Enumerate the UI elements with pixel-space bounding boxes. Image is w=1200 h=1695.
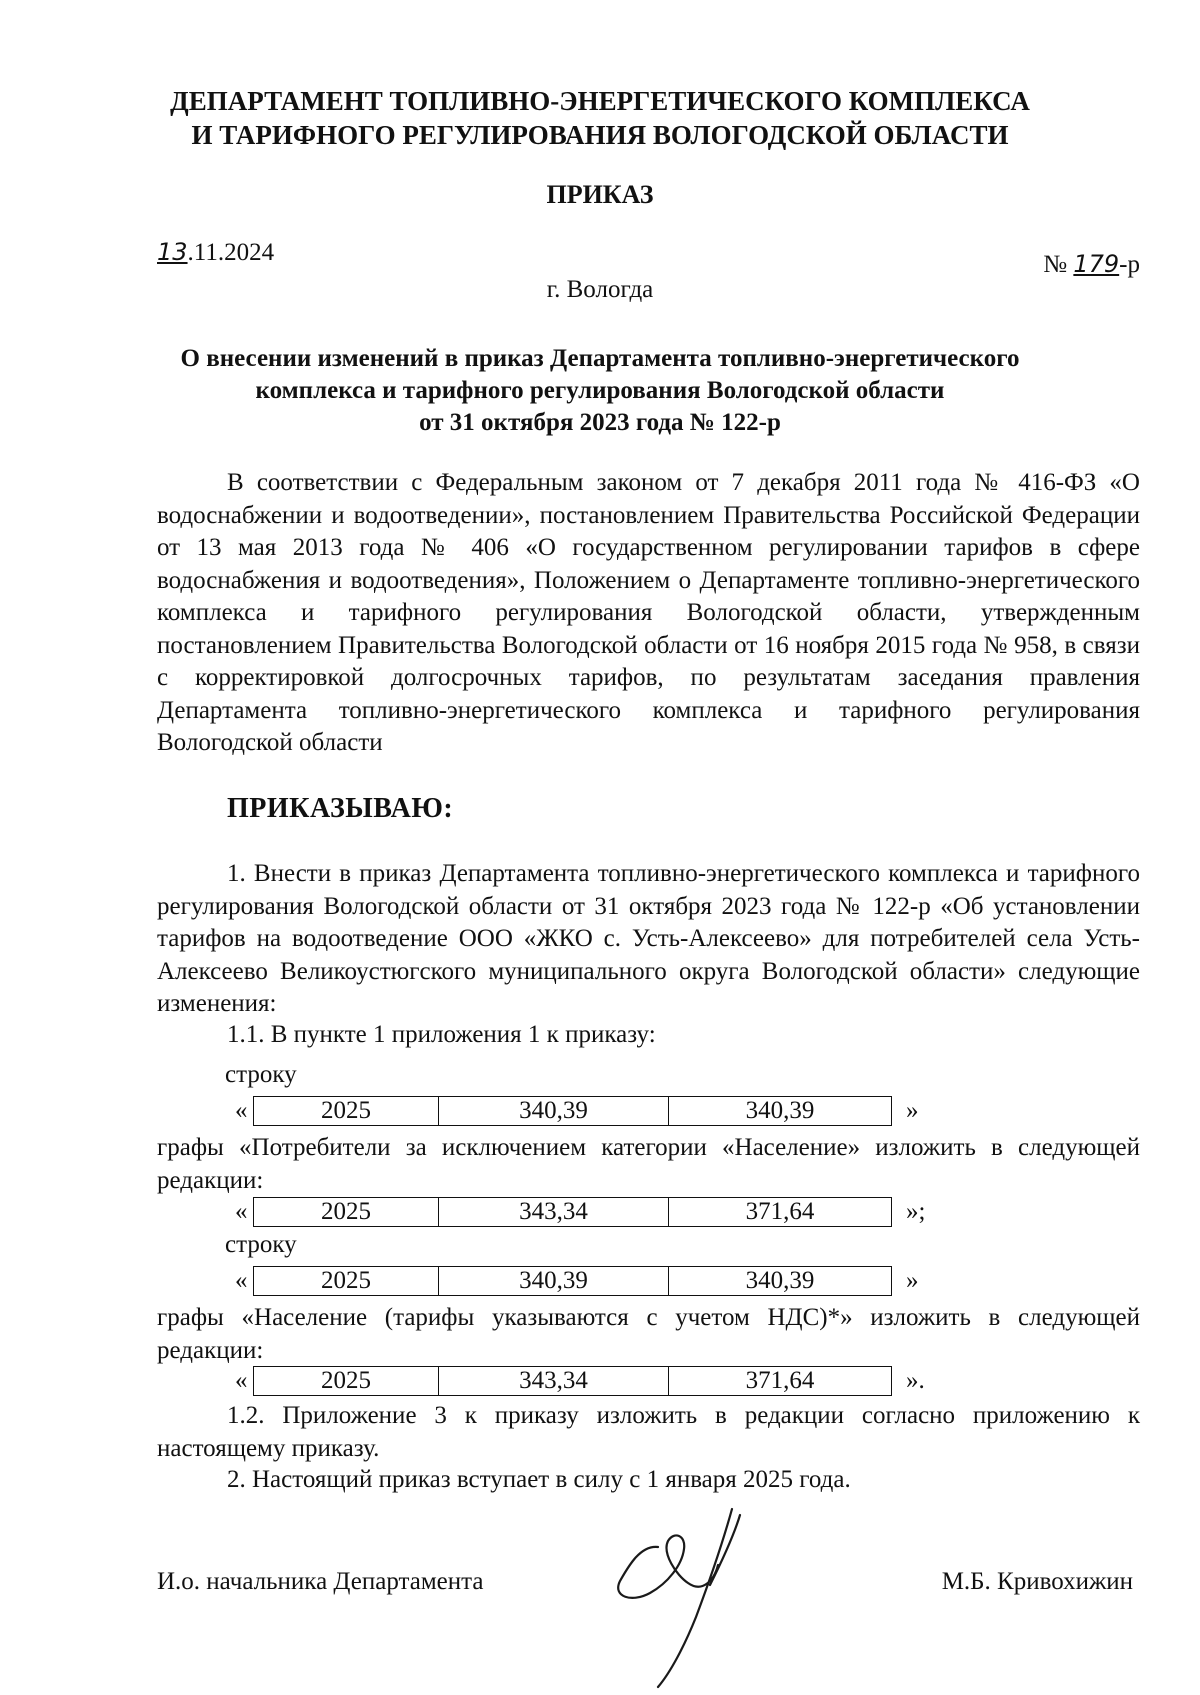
tariff-cell-1: 340,39 [439,1097,669,1126]
item-1-paragraph: 1. Внести в приказ Департамента топливно-энергетического комплекса и тарифного регулирования Вологодской области от 31 октября 2023 года № 122-р «Об установлении тарифов на водоотведение ООО «ЖКО с. Усть-Алексеево» для потребителей села Усть-Алексеево Великоустюгского муниципального округа Вологодской области» следующие изменения: [157,860,1140,1017]
close-quote: » [906,1097,919,1124]
tariff-cell-2: 340,39 [669,1097,892,1126]
signatory-name: М.Б. Кривохижин [941,1568,1133,1595]
open-quote: « [235,1367,248,1394]
organization-line-2: И ТАРИФНОГО РЕГУЛИРОВАНИЯ ВОЛОГОДСКОЙ ОБЛАСТИ [191,120,1009,150]
tariff-table [253,1266,892,1296]
row-label-1: строку [225,1061,297,1088]
orders-heading: ПРИКАЗЫВАЮ: [227,793,454,824]
subject-line-3: от 31 октября 2023 года № 122-р [419,409,781,436]
item-1-2-paragraph: 1.2. Приложение 3 к приказу изложить в редакции согласно приложению к настоящему приказу. [157,1402,1140,1462]
graph-1-paragraph: графы «Потребители за исключением категории «Население» изложить в следующей редакции: [157,1134,1140,1194]
number-suffix: -р [1119,251,1140,278]
document-subject [0,343,1200,439]
close-quote: ». [906,1367,925,1394]
open-quote: « [235,1267,248,1294]
tariff-row-old-2 [235,1266,1115,1296]
signatory-position: И.о. начальника Департамента [157,1568,484,1595]
tariff-table [253,1197,892,1227]
preamble-paragraph: В соответствии с Федеральным законом от 7 декабря 2011 года № 416-ФЗ «О водоснабжении и водоотведении», постановлением Правительства Российской Федерации от 13 мая 2013 года № 406 «О государственном регулировании тарифов в сфере водоснабжения и водоотведения», Положением о Департаменте топливно-энергетического комплекса и тарифного регулирования Вологодской области, утвержденным постановлением Правительства Вологодской области от 16 ноября 2015 года № 958, в связи с корректировкой долгосрочных тарифов, по результатам заседания правления Департамента топливно-энергетического комплекса и тарифного регулирования Вологодской области [157,469,1140,756]
number-sign: № [1043,251,1068,278]
year-cell: 2025 [254,1097,439,1126]
close-quote: »; [906,1198,926,1225]
item-2: 2. Настоящий приказ вступает в силу с 1 января 2025 года. [227,1466,851,1493]
open-quote: « [235,1198,248,1225]
tariff-table [253,1096,892,1126]
document-date [157,238,274,267]
organization-name [0,84,1200,152]
year-cell: 2025 [254,1367,439,1396]
tariff-cell-2: 340,39 [669,1267,892,1296]
tariff-table [253,1366,892,1396]
year-cell: 2025 [254,1267,439,1296]
handwritten-signature [610,1505,790,1690]
subject-line-1: О внесении изменений в приказ Департамента топливно-энергетического [180,345,1020,372]
document-number [1043,250,1140,279]
tariff-row-new-1 [235,1197,1115,1227]
tariff-cell-1: 343,34 [439,1367,669,1396]
tariff-row-old-1 [235,1096,1115,1126]
handwritten-number: 179 [1073,250,1120,278]
date-month-year: .11.2024 [187,239,275,266]
tariff-cell-1: 343,34 [439,1198,669,1227]
tariff-row-new-2 [235,1366,1115,1396]
tariff-cell-1: 340,39 [439,1267,669,1296]
close-quote: » [906,1267,919,1294]
year-cell: 2025 [254,1198,439,1227]
handwritten-day: 13 [157,238,188,266]
row-label-2: строку [225,1231,297,1258]
subject-line-2: комплекса и тарифного регулирования Вологодской области [255,377,945,404]
open-quote: « [235,1097,248,1124]
tariff-cell-2: 371,64 [669,1198,892,1227]
tariff-cell-2: 371,64 [669,1367,892,1396]
item-1-1: 1.1. В пункте 1 приложения 1 к приказу: [227,1021,656,1048]
document-type: ПРИКАЗ [546,180,654,209]
city: г. Вологда [546,276,654,303]
graph-2-paragraph: графы «Население (тарифы указываются с учетом НДС)*» изложить в следующей редакции: [157,1304,1140,1364]
organization-line-1: ДЕПАРТАМЕНТ ТОПЛИВНО-ЭНЕРГЕТИЧЕСКОГО КОМПЛЕКСА [170,86,1030,116]
